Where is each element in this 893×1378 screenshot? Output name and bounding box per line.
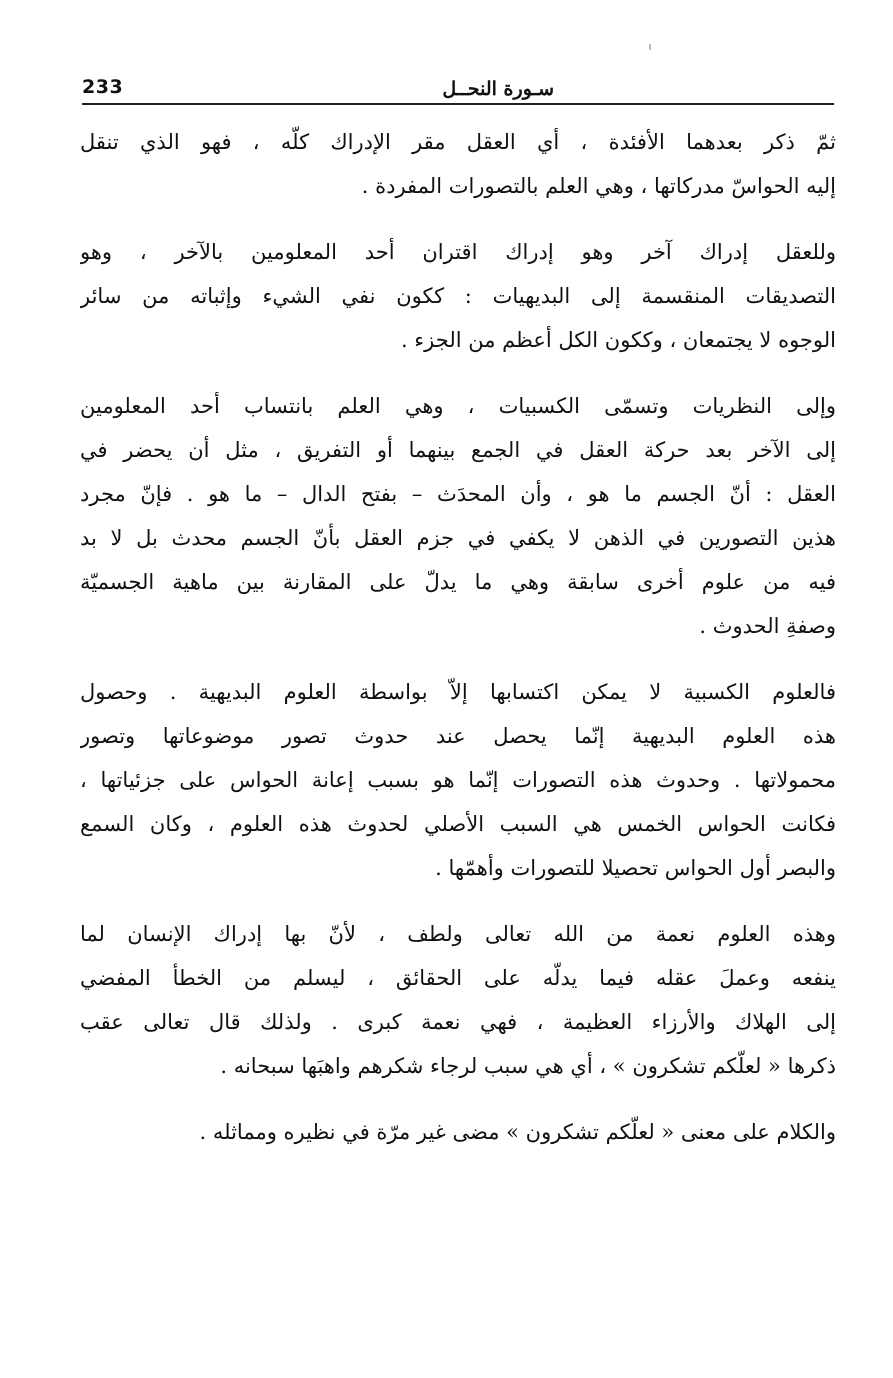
scan-speck (649, 44, 651, 50)
paragraph-4 (80, 670, 836, 890)
text-line: إلى الآخر بعد حركة العقل في الجمع بينهما أو التفريق ، مثل أن يحضر في (80, 438, 836, 462)
paragraph-3 (80, 384, 836, 648)
text-line: وهذه العلوم نعمة من الله تعالى ولطف ، لأنّ بها إدراك الإنسان لما (80, 922, 836, 946)
text-line: فكانت الحواس الخمس هي السبب الأصلي لحدوث هذه العلوم ، وكان السمع (80, 812, 836, 836)
text-line: والبصر أول الحواس تحصيلا للتصورات وأهمّها . (435, 856, 836, 880)
text-line: التصديقات المنقسمة إلى البديهيات : ككون نفي الشيء وإثباته من سائر (80, 284, 836, 308)
body-text (80, 120, 836, 1154)
text-line: ينفعه وعملَ عقله فيما يدلّه على الحقائق ، ليسلم من الخطأ المفضي (80, 966, 836, 990)
paragraph-5 (80, 912, 836, 1088)
text-line: هذين التصورين في الذهن لا يكفي في جزم العقل بأنّ الجسم محدث بل لا بد (80, 526, 836, 550)
text-line: وصفةِ الحدوث . (699, 614, 836, 638)
text-line: محمولاتها . وحدوث هذه التصورات إنّما هو بسبب إعانة الحواس على جزئياتها ، (80, 768, 836, 792)
paragraph-2 (80, 230, 836, 362)
paragraph-1 (80, 120, 836, 208)
text-line: هذه العلوم البديهية إنّما يحصل عند حدوث تصور موضوعاتها وتصور (80, 724, 836, 748)
paragraph-6 (80, 1110, 836, 1154)
header-rule (82, 103, 834, 105)
text-line: إلى الهلاك والأرزاء العظيمة ، فهي نعمة كبرى . ولذلك قال تعالى عقب (80, 1010, 836, 1034)
text-line: العقل : أنّ الجسم ما هو ، وأن المحدَث – بفتح الدال – ما هو . فإنّ مجرد (80, 482, 836, 506)
running-title: سـورة النحــل (442, 78, 554, 100)
text-line: والكلام على معنى « لعلّكم تشكرون » مضى غير مرّة في نظيره ومماثله . (199, 1120, 836, 1144)
text-line: فيه من علوم أخرى سابقة وهي ما يدلّ على المقارنة بين ماهية الجسميّة (80, 570, 836, 594)
text-line: ثمّ ذكر بعدهما الأفئدة ، أي العقل مقر الإدراك كلّه ، فهو الذي تنقل (80, 130, 836, 154)
page-header (82, 74, 834, 104)
text-line: ذكرها « لعلّكم تشكرون » ، أي هي سبب لرجاء شكرهم واهبَها سبحانه . (220, 1054, 836, 1078)
text-line: وإلى النظريات وتسمّى الكسبيات ، وهي العلم بانتساب أحد المعلومين (80, 394, 836, 418)
text-line: إليه الحواسّ مدركاتها ، وهي العلم بالتصورات المفردة . (361, 174, 836, 198)
text-line: الوجوه لا يجتمعان ، وككون الكل أعظم من الجزء . (400, 328, 836, 352)
text-line: وللعقل إدراك آخر وهو إدراك اقتران أحد المعلومين بالآخر ، وهو (80, 240, 836, 264)
page-number: 233 (82, 76, 124, 98)
text-line: فالعلوم الكسبية لا يمكن اكتسابها إلاّ بواسطة العلوم البديهية . وحصول (80, 680, 836, 704)
